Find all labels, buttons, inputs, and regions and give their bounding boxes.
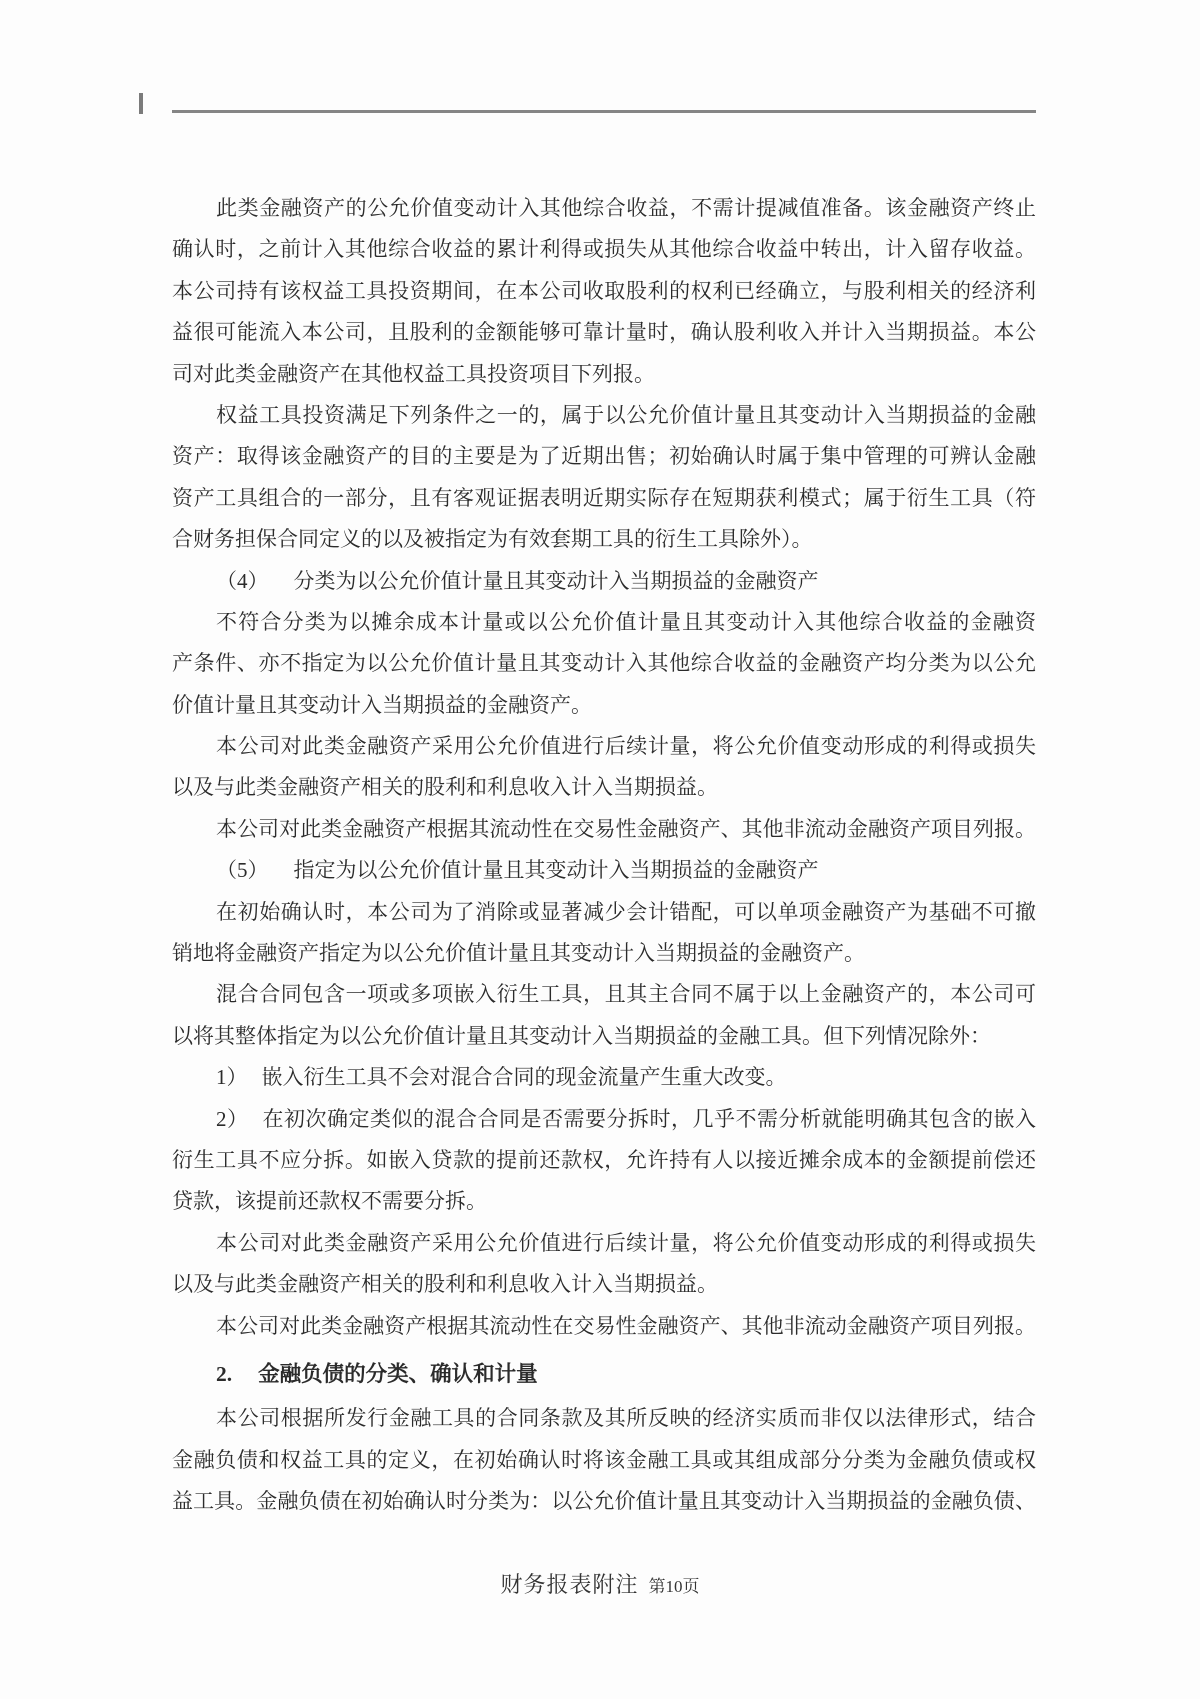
item-5-text: 指定为以公允价值计量且其变动计入当期损益的金融资产 xyxy=(293,858,819,883)
sub-item-2-line xyxy=(172,1099,1036,1140)
footer-page-number: 第10页 xyxy=(648,1577,700,1596)
section-heading-text: 金融负债的分类、确认和计量 xyxy=(258,1361,538,1386)
text-line: 销地将金融资产指定为以公允价值计量且其变动计入当期损益的金融资产。 xyxy=(172,941,865,966)
text-line: 确认时，之前计入其他综合收益的累计利得或损失从其他综合收益中转出，计入留存收益。 xyxy=(172,237,1036,262)
sub-item-2-marker: 2） xyxy=(216,1106,249,1131)
text-line: 以及与此类金融资产相关的股利和利息收入计入当期损益。 xyxy=(172,775,718,800)
item-4-text: 分类为以公允价值计量且其变动计入当期损益的金融资产 xyxy=(293,568,819,593)
text-line: 混合合同包含一项或多项嵌入衍生工具，且其主合同不属于以上金融资产的，本公司可 xyxy=(216,982,1036,1007)
text-line: 在初始确认时，本公司为了消除或显著减少会计错配，可以单项金融资产为基础不可撤 xyxy=(216,899,1036,924)
item-line-5 xyxy=(172,850,1036,891)
text-line: 贷款，该提前还款权不需要分拆。 xyxy=(172,1189,487,1214)
text-line: 本公司对此类金融资产根据其流动性在交易性金融资产、其他非流动金融资产项目列报。 xyxy=(216,816,1036,841)
section-heading xyxy=(172,1354,1036,1395)
scan-artifact-mark xyxy=(139,93,143,114)
text-line: 资产工具组合的一部分，且有客观证据表明近期实际存在短期获利模式；属于衍生工具（符 xyxy=(172,485,1036,510)
text-line: 权益工具投资满足下列条件之一的，属于以公允价值计量且其变动计入当期损益的金融 xyxy=(216,402,1036,427)
text-line: 以及与此类金融资产相关的股利和利息收入计入当期损益。 xyxy=(172,1272,718,1297)
item-5-marker: （5） xyxy=(216,858,269,883)
content-area xyxy=(172,188,1036,1523)
text-line: 价值计量且其变动计入当期损益的金融资产。 xyxy=(172,692,592,717)
item-line-4 xyxy=(172,561,1036,602)
sub-item-1-marker: 1） xyxy=(216,1065,248,1090)
text-line: 以将其整体指定为以公允价值计量且其变动计入当期损益的金融工具。但下列情况除外： xyxy=(172,1023,991,1048)
text-line: 本公司持有该权益工具投资期间，在本公司收取股利的权利已经确立，与股利相关的经济利 xyxy=(172,278,1036,303)
text-line: 产条件、亦不指定为以公允价值计量且其变动计入其他综合收益的金融资产均分类为以公允 xyxy=(172,651,1036,676)
text-line: 本公司对此类金融资产根据其流动性在交易性金融资产、其他非流动金融资产项目列报。 xyxy=(216,1313,1036,1338)
header-rule xyxy=(172,110,1036,113)
text-line: 益工具。金融负债在初始确认时分类为：以公允价值计量且其变动计入当期损益的金融负债、 xyxy=(172,1489,1036,1514)
text-line: 本公司对此类金融资产采用公允价值进行后续计量，将公允价值变动形成的利得或损失 xyxy=(216,734,1036,759)
item-4-marker: （4） xyxy=(216,568,269,593)
text-line: 本公司根据所发行金融工具的合同条款及其所反映的经济实质而非仅以法律形式，结合 xyxy=(216,1406,1036,1431)
page-footer xyxy=(0,1568,1200,1599)
text-line: 衍生工具不应分拆。如嵌入贷款的提前还款权，允许持有人以接近摊余成本的金额提前偿还 xyxy=(172,1147,1036,1172)
sub-item-2-text: 在初次确定类似的混合合同是否需要分拆时，几乎不需分析就能明确其包含的嵌入 xyxy=(262,1106,1036,1131)
text-line: 此类金融资产的公允价值变动计入其他综合收益，不需计提减值准备。该金融资产终止 xyxy=(216,196,1036,220)
sub-item-1-line xyxy=(172,1057,1036,1098)
text-line: 司对此类金融资产在其他权益工具投资项目下列报。 xyxy=(172,361,655,386)
text-line: 益很可能流入本公司，且股利的金额能够可靠计量时，确认股利收入并计入当期损益。本公 xyxy=(172,320,1036,345)
text-line: 本公司对此类金融资产采用公允价值进行后续计量，将公允价值变动形成的利得或损失 xyxy=(216,1230,1036,1255)
text-line: 金融负债和权益工具的定义，在初始确认时将该金融工具或其组成部分分类为金融负债或权 xyxy=(172,1447,1036,1472)
text-line: 不符合分类为以摊余成本计量或以公允价值计量且其变动计入其他综合收益的金融资 xyxy=(216,609,1036,634)
footer-title: 财务报表附注 xyxy=(500,1572,639,1597)
sub-item-1-text: 嵌入衍生工具不会对混合合同的现金流量产生重大改变。 xyxy=(261,1065,787,1090)
section-heading-number: 2. xyxy=(216,1361,233,1386)
text-line: 资产：取得该金融资产的目的主要是为了近期出售；初始确认时属于集中管理的可辨认金融 xyxy=(172,444,1036,469)
text-line: 合财务担保合同定义的以及被指定为有效套期工具的衍生工具除外）。 xyxy=(172,527,813,552)
